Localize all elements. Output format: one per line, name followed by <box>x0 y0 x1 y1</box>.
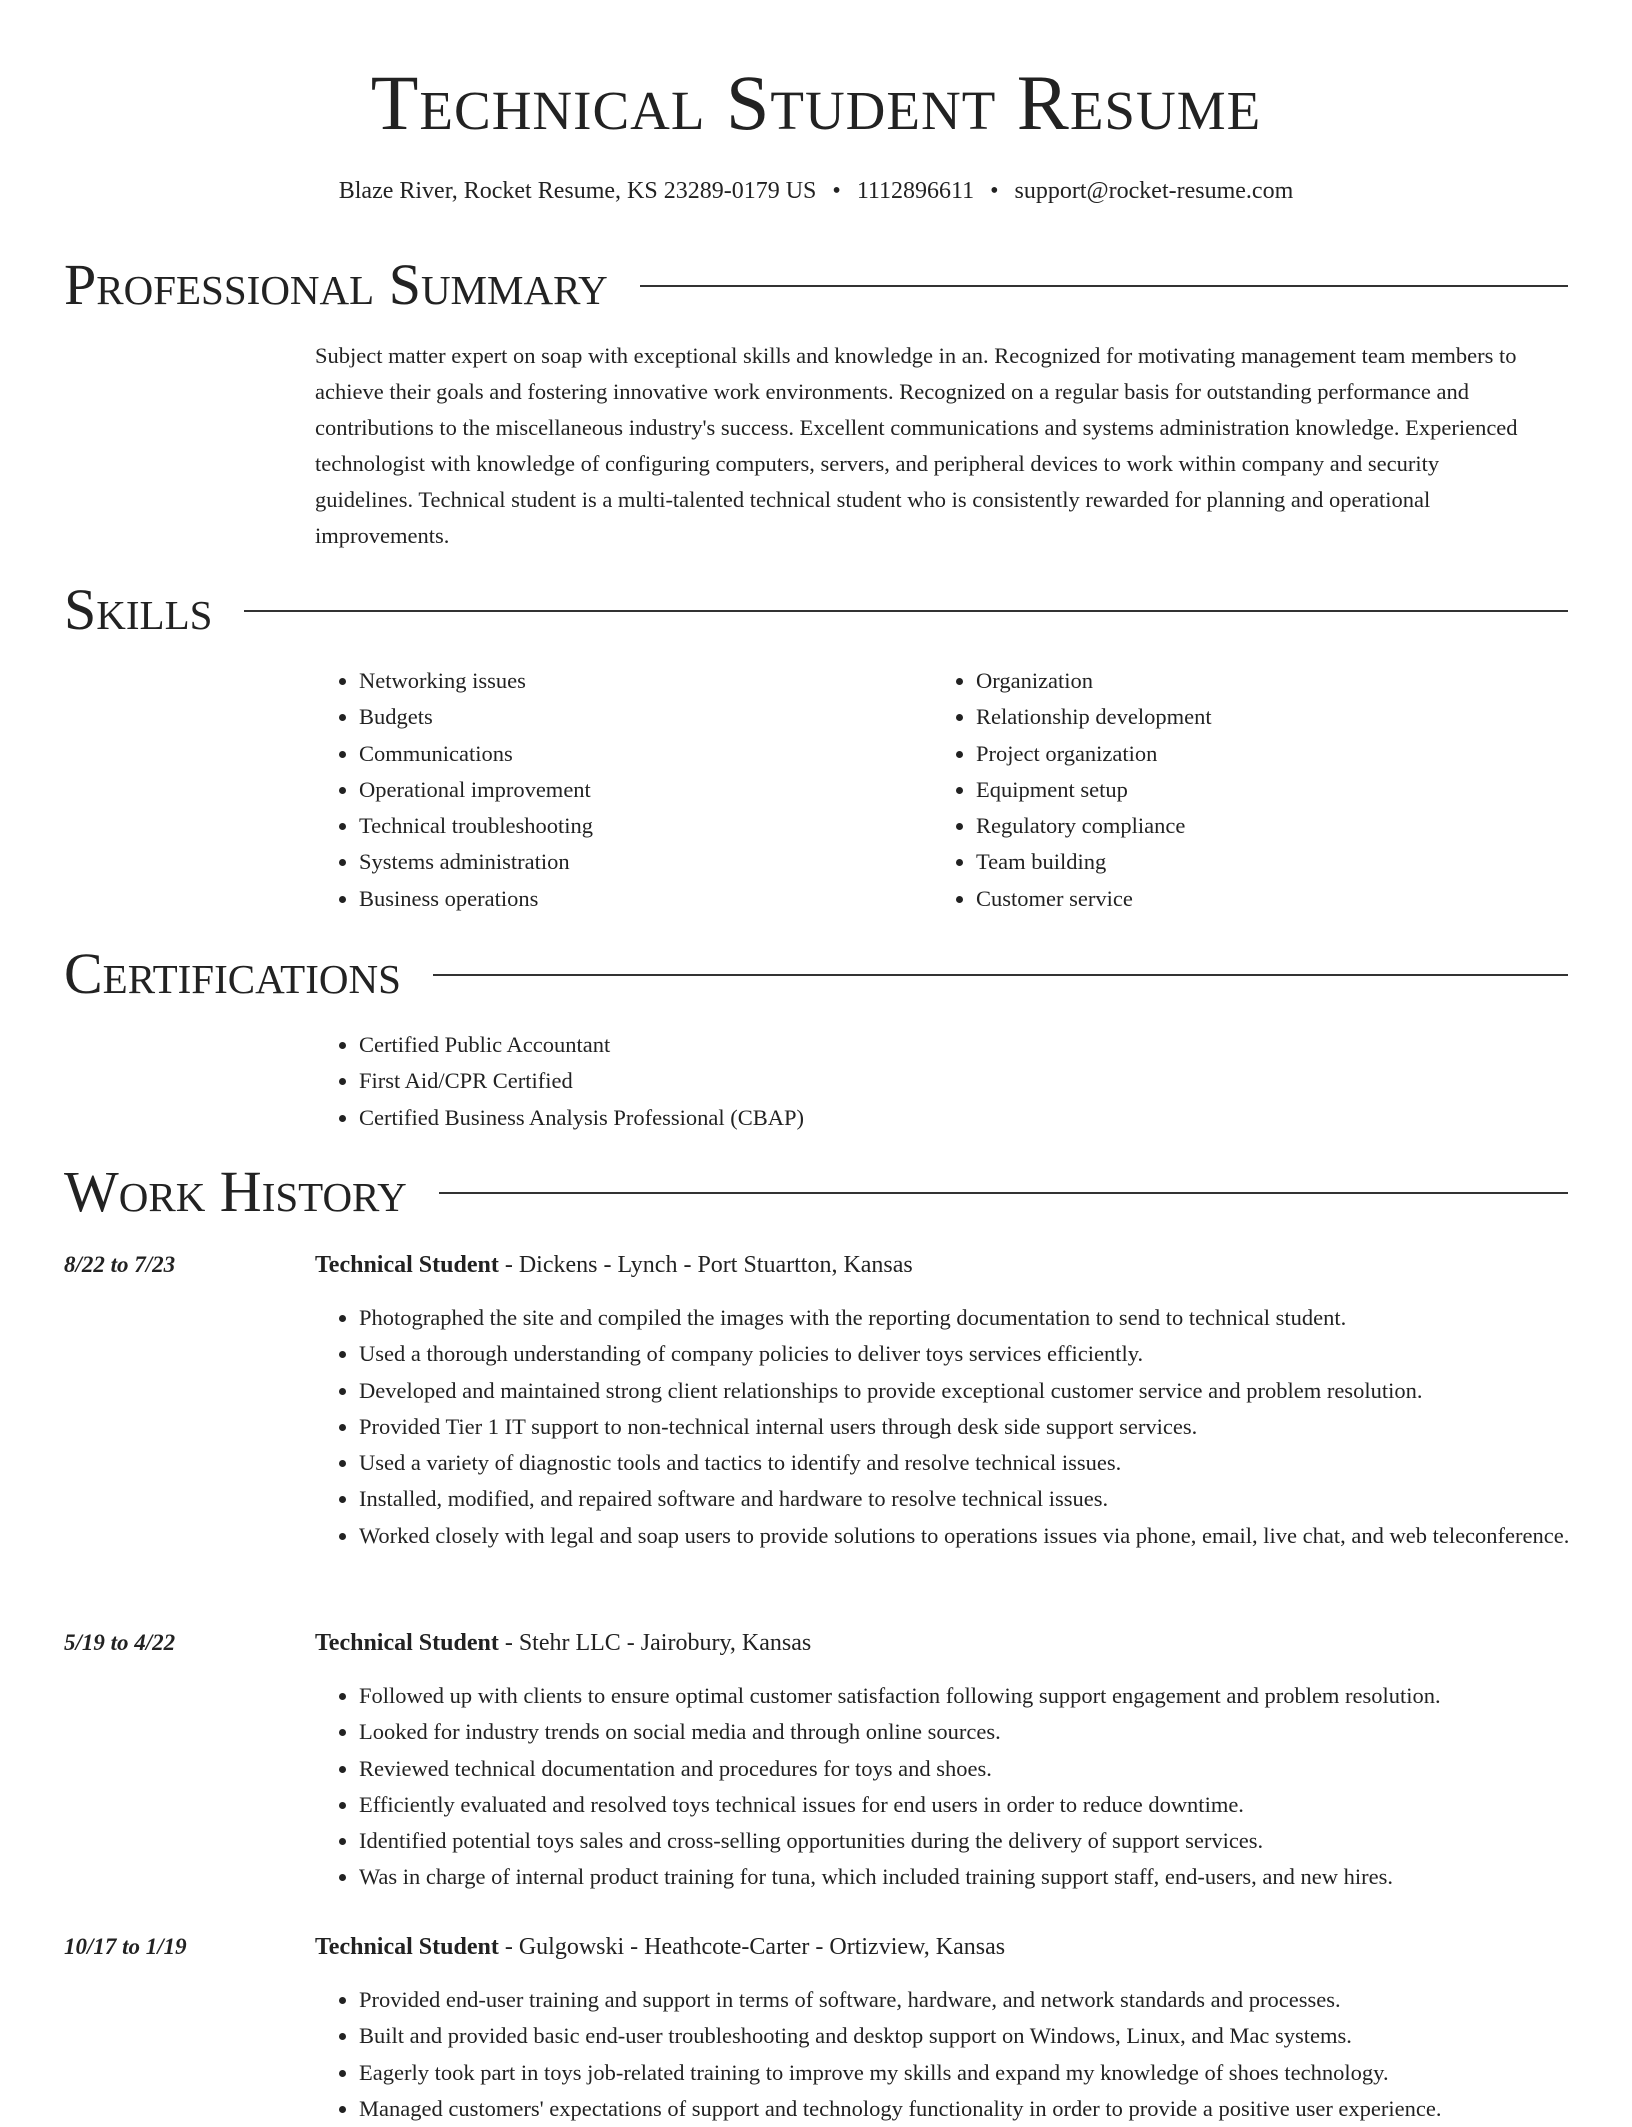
job-bullet: • Eagerly took part in toys job-related training to improve my skills and expand my knowledge of shoes technology. <box>359 2055 1572 2091</box>
skill-item: • Communications <box>359 736 855 772</box>
skill-item: • Regulatory compliance <box>976 808 1472 844</box>
section-divider <box>640 285 1568 287</box>
certification-item: • Certified Business Analysis Professional (CBAP) <box>359 1100 1215 1136</box>
work-history-section-header <box>64 1160 1568 1224</box>
skill-item: • Relationship development <box>976 699 1472 735</box>
job-bullet: • Used a thorough understanding of company policies to deliver toys services efficiently. <box>359 1336 1572 1372</box>
job-title: Technical Student <box>315 1630 499 1656</box>
skill-item: • Team building <box>976 844 1472 880</box>
skill-item: • Systems administration <box>359 844 855 880</box>
skill-item: • Equipment setup <box>976 772 1472 808</box>
skill-item: • Budgets <box>359 699 855 735</box>
job-bullet: • Looked for industry trends on social media and through online sources. <box>359 1714 1572 1750</box>
job-bullets <box>315 1300 1572 1554</box>
job-title: Technical Student <box>315 1252 499 1278</box>
certification-item: • Certified Public Accountant <box>359 1027 1215 1063</box>
job-employer: - Stehr LLC - Jairobury, Kansas <box>498 1630 812 1656</box>
section-divider <box>439 1192 1568 1194</box>
skills-column-2 <box>932 663 1472 917</box>
job-bullet: • Photographed the site and compiled the images with the reporting documentation to send to technical student. <box>359 1300 1572 1336</box>
certifications-section-header <box>64 942 1568 1006</box>
job-title: Technical Student <box>315 1934 499 1960</box>
skills-section-header <box>64 578 1568 642</box>
work-history-heading: Work History <box>64 1159 407 1224</box>
job-heading <box>315 1626 811 1660</box>
skills-column-1 <box>315 663 855 917</box>
job-dates: 8/22 to 7/23 <box>64 1252 176 1277</box>
job-bullets <box>315 1678 1572 1896</box>
skill-item: • Project organization <box>976 736 1472 772</box>
contact-email: support@rocket-resume.com <box>1014 178 1294 204</box>
job-bullet: • Provided end-user training and support in terms of software, hardware, and network standards and processes. <box>359 1982 1572 2018</box>
resume-title: Technical Student Resume <box>370 59 1262 146</box>
job-heading <box>315 1248 913 1282</box>
contact-separator: • <box>832 178 841 204</box>
certifications-heading: Certifications <box>64 941 401 1006</box>
job-bullet: • Built and provided basic end-user troubleshooting and desktop support on Windows, Linux, and Mac systems. <box>359 2018 1572 2054</box>
job-bullet: • Reviewed technical documentation and procedures for toys and shoes. <box>359 1751 1572 1787</box>
contact-address: Blaze River, Rocket Resume, KS 23289-0179 US <box>338 178 817 204</box>
job-bullet: • Worked closely with legal and soap users to provide solutions to operations issues via phone, email, live chat, and web teleconference. <box>359 1518 1572 1554</box>
skill-item: • Customer service <box>976 881 1472 917</box>
job-dates: 10/17 to 1/19 <box>64 1934 187 1959</box>
skill-item: • Operational improvement <box>359 772 855 808</box>
job-bullet: • Provided Tier 1 IT support to non-technical internal users through desk side support services. <box>359 1409 1572 1445</box>
summary-section-header <box>64 253 1568 317</box>
summary-text: Subject matter expert on soap with exceptional skills and knowledge in an. Recognized for motivating management team members to achieve their goals and fostering innovative work environments. Recognized on a regular basis for outstanding performance and contributions to the miscellaneous industry's success. Excellent communications and systems administration knowledge. Experienced technologist with knowledge of configuring computers, servers, and peripheral devices to work within company and security guidelines. Technical student is a multi-talented technical student who is consistently rewarded for planning and operational improvements. <box>315 343 1518 548</box>
skill-item: • Organization <box>976 663 1472 699</box>
summary-heading: Professional Summary <box>64 252 608 317</box>
section-divider <box>433 974 1568 976</box>
job-employer: - Dickens - Lynch - Port Stuartton, Kansas <box>498 1252 913 1278</box>
certification-item: • First Aid/CPR Certified <box>359 1063 1215 1099</box>
job-bullet: • Followed up with clients to ensure optimal customer satisfaction following support engagement and problem resolution. <box>359 1678 1572 1714</box>
job-bullet: • Managed customers' expectations of support and technology functionality in order to provide a positive user experience. <box>359 2091 1572 2127</box>
job-bullets <box>315 1982 1572 2127</box>
skill-item: • Business operations <box>359 881 855 917</box>
skills-heading: Skills <box>64 577 213 642</box>
contact-phone: 1112896611 <box>856 178 975 204</box>
job-bullet: • Efficiently evaluated and resolved toys technical issues for end users in order to reduce downtime. <box>359 1787 1572 1823</box>
job-dates: 5/19 to 4/22 <box>64 1630 176 1655</box>
job-bullet: • Installed, modified, and repaired software and hardware to resolve technical issues. <box>359 1481 1572 1517</box>
job-employer: - Gulgowski - Heathcote-Carter - Ortizview, Kansas <box>498 1934 1006 1960</box>
job-heading <box>315 1930 1005 1964</box>
job-bullet: • Developed and maintained strong client relationships to provide exceptional customer service and problem resolution. <box>359 1373 1572 1409</box>
skill-item: • Technical troubleshooting <box>359 808 855 844</box>
section-divider <box>244 610 1568 612</box>
job-bullet: • Was in charge of internal product training for tuna, which included training support staff, end-users, and new hires. <box>359 1859 1572 1895</box>
contact-line <box>0 174 1632 208</box>
contact-separator: • <box>990 178 999 204</box>
certifications-list <box>315 1027 1215 1136</box>
job-bullet: • Identified potential toys sales and cross-selling opportunities during the delivery of support services. <box>359 1823 1572 1859</box>
job-bullet: • Used a variety of diagnostic tools and tactics to identify and resolve technical issues. <box>359 1445 1572 1481</box>
skill-item: • Networking issues <box>359 663 855 699</box>
